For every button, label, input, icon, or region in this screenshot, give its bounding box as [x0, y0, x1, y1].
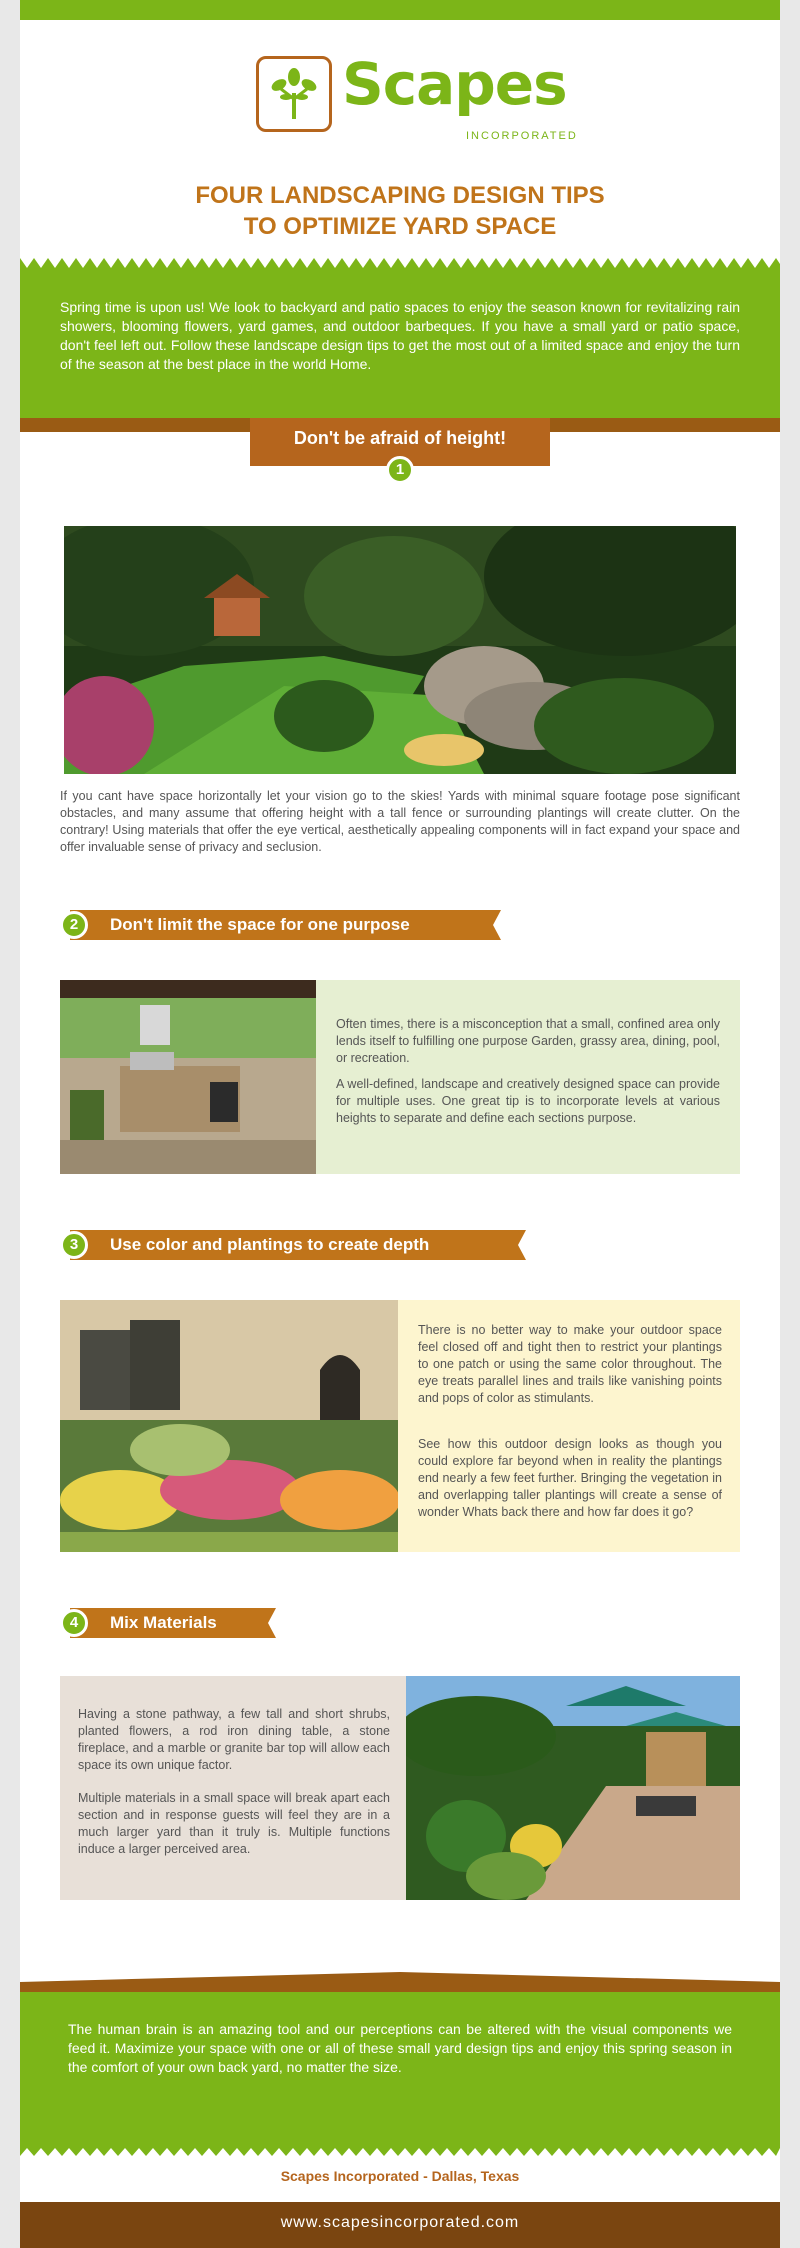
tip-4-number-badge: 4 — [60, 1609, 88, 1637]
tip-1-title: Don't be afraid of height! — [293, 428, 507, 448]
brand-subtitle: INCORPORATED — [466, 130, 578, 142]
tip-3-text-box — [398, 1300, 740, 1552]
outdoor-kitchen-photo — [60, 980, 316, 1174]
tip-3-title-bar — [70, 1230, 510, 1260]
tip-1-number-badge: 1 — [386, 456, 414, 484]
patio-photo — [406, 1676, 740, 1900]
tip-2-text-box — [316, 980, 740, 1174]
footer-url-link[interactable]: www.scapesincorporated.com — [280, 2214, 520, 2231]
garden-photo — [64, 526, 736, 774]
intro-band — [20, 272, 780, 418]
tip-2-body-2: A well-defined, landscape and creatively designed space can provide for multiple uses. One great tip is to incorporate levels at various heights to separate and define each sections purpose. — [336, 1077, 720, 1125]
brown-peak — [20, 1972, 780, 1992]
top-bar — [20, 0, 780, 20]
tip-2-title-bar — [70, 910, 485, 940]
title-line-2: TO OPTIMIZE YARD SPACE — [243, 213, 557, 240]
title-line-1: FOUR LANDSCAPING DESIGN TIPS — [195, 182, 605, 209]
tree-icon — [256, 56, 332, 132]
brand-name: Scapes — [342, 50, 567, 118]
page-title — [20, 180, 780, 242]
tip-4-body-2: Multiple materials in a small space will break apart each section and in response guests will feel they are in a much larger yard than it truly is. Multiple functions induce a larger perceived area. — [78, 1791, 390, 1856]
zigzag-top — [20, 258, 780, 272]
intro-text: Spring time is upon us! We look to backyard and patio spaces to enjoy the season known for revitalizing rain showers, blooming flowers, yard games, and outdoor barbeques. If you have a small yard or patio space, don't feel left out. Follow these landscape design tips to get the most out of a limited space and enjoy the turn of the season at the best place in the world Home. — [60, 299, 740, 372]
tip-2-title: Don't limit the space for one purpose — [110, 915, 410, 934]
ribbon-tail — [485, 910, 501, 940]
zigzag-bottom — [20, 2144, 780, 2156]
conclusion-band — [20, 1992, 780, 2144]
footer-company: Scapes Incorporated - Dallas, Texas — [280, 2168, 520, 2184]
tip-3-body-2: See how this outdoor design looks as though you could explore far beyond when in reality the plantings end nearly a few feet further. Bringing the vegetation in and overlapping taller plantings will create a sense of wonder Whats back there and how far does it go? — [418, 1437, 722, 1519]
ribbon-tail — [510, 1230, 526, 1260]
tip-4-title: Mix Materials — [110, 1613, 217, 1632]
tip-3-body-1: There is no better way to make your outdoor space feel closed off and tight then to restrict your plantings to one patch or using the same color throughout. The eye treats parallel lines and trails like vanishing points and pops of color as stimulants. — [418, 1323, 722, 1405]
tip-4-text-box — [60, 1676, 406, 1900]
ribbon-tail — [260, 1608, 276, 1638]
tip-3-number-badge: 3 — [60, 1231, 88, 1259]
infographic-page — [20, 0, 780, 2248]
tip-3-title: Use color and plantings to create depth — [110, 1235, 430, 1254]
tip-4-body-1: Having a stone pathway, a few tall and short shrubs, planted flowers, a rod iron dining table, a stone fireplace, and a marble or granite bar top will allow each space its own unique factor. — [78, 1707, 390, 1772]
front-yard-photo — [60, 1300, 398, 1552]
tip-1-body: If you cant have space horizontally let your vision go to the skies! Yards with minimal square footage pose significant obstacles, and many assume that offering height with a tall fence or surrounding plantings will create clutter. On the contrary! Using materials that offer the eye vertical, aesthetically appealing components will in fact expand your space and offer invaluable sense of privacy and seclusion. — [60, 789, 740, 854]
brand-logo — [256, 50, 578, 152]
tip-4-title-bar — [70, 1608, 260, 1638]
tip-2-body-1: Often times, there is a misconception that a small, confined area only lends itself to fulfilling one purpose Garden, grassy area, dining, pool, or recreation. — [336, 1017, 720, 1065]
tip-2-number-badge: 2 — [60, 911, 88, 939]
conclusion-text: The human brain is an amazing tool and our perceptions can be altered with the visual components we feed it. Maximize your space with one or all of these small yard design tips and enjoy this spring season in the comfort of your own back yard, no matter the size. — [68, 2021, 732, 2075]
